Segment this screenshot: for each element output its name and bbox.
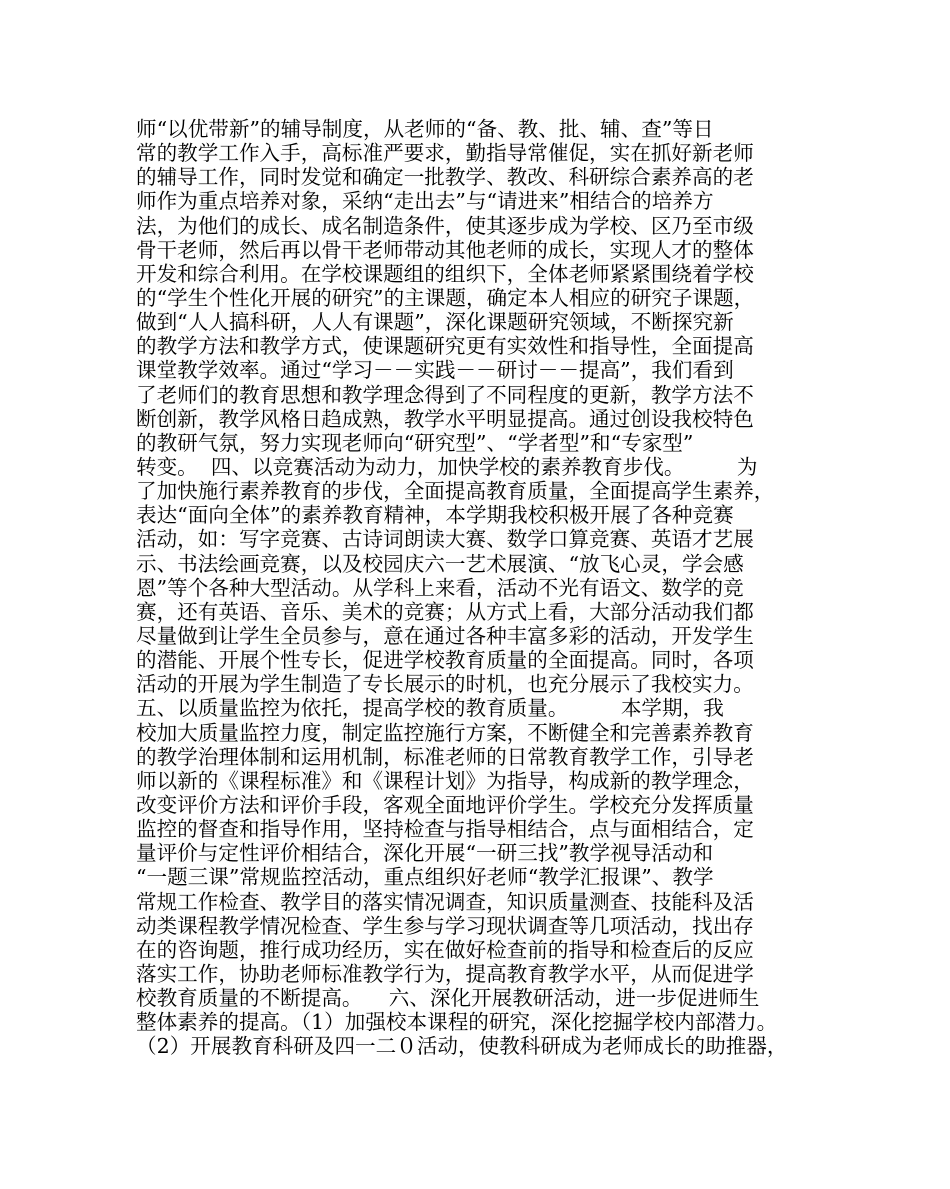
text-line: 的“学生个性化开展的研究”的主课题，确定本人相应的研究子课题， [136, 285, 755, 310]
text-line: 的教学方法和教学方式，使课题研究更有实效性和指导性，全面提高 [136, 334, 754, 359]
text-line: 赛，还有英语、音乐、美术的竞赛；从方式上看，大部分活动我们都 [136, 599, 754, 624]
text-line: 整体素养的提高。（1）加强校本课程的研究，深化挖掘学校内部潜力。 [136, 1010, 778, 1035]
text-line: 的教学治理体制和运用机制，标准老师的日常教育教学工作，引导老 [136, 744, 754, 769]
text-line: 的辅导工作，同时发觉和确定一批教学、教改、科研综合素养高的老 [136, 165, 754, 190]
text-line: 恩”等个各种大型活动。从学科上来看，活动不光有语文、数学的竞 [136, 575, 744, 600]
text-line: 转变。 四、以竞赛活动为动力，加快学校的素养教育步伐。 为 [136, 454, 758, 479]
text-line: 尽量做到让学生全员参与，意在通过各种丰富多彩的活动，开发学生 [136, 623, 754, 648]
text-line: 师以新的《课程标准》和《课程计划》为指导，构成新的教学理念， [136, 768, 754, 793]
text-line: 了加快施行素养教育的步伐，全面提高教育质量，全面提高学生素养， [136, 479, 775, 504]
text-line: 表达“面向全体”的素养教育精神，本学期我校积极开展了各种竞赛 [136, 503, 734, 528]
text-line: 动类课程教学情况检查、学生参与学习现状调查等几项活动，找出存 [136, 913, 754, 938]
text-line: 校教育质量的不断提高。 六、深化开展教研活动，进一步促进师生 [136, 986, 760, 1011]
body-text [136, 117, 826, 1058]
text-line: 校加大质量监控力度，制定监控施行方案，不断健全和完善素养教育 [136, 720, 754, 745]
text-line: 做到“人人搞科研，人人有课题”，深化课题研究领域，不断探究新 [136, 310, 734, 335]
text-line: 骨干老师，然后再以骨干老师带动其他老师的成长，实现人才的整体 [136, 237, 754, 262]
text-line: 的潜能、开展个性专长，促进学校教育质量的全面提高。同时，各项 [136, 648, 754, 673]
text-line: 断创新，教学风格日趋成熟，教学水平明显提高。通过创设我校特色 [136, 406, 754, 431]
text-line: 量评价与定性评价相结合，深化开展“一研三找”教学视导活动和 [136, 841, 714, 866]
text-line: 改变评价方法和评价手段，客观全面地评价学生。学校充分发挥质量 [136, 792, 754, 817]
text-line: “一题三课”常规监控活动，重点组织好老师“教学汇报课”、教学 [136, 865, 714, 890]
text-line: 监控的督查和指导作用，坚持检查与指导相结合，点与面相结合，定 [136, 817, 754, 842]
text-line: 活动，如：写字竞赛、古诗词朗读大赛、数学口算竞赛、英语才艺展 [136, 527, 754, 552]
text-line: 的教研气氛，努力实现老师向“研究型”、“学者型”和“专家型” [136, 430, 694, 455]
text-line: 五、以质量监控为依托，提高学校的教育质量。 本学期，我 [136, 696, 724, 721]
text-line: 课堂教学效率。通过“学习－－实践－－研讨－－提高”，我们看到 [136, 358, 734, 383]
text-line: 师“以优带新”的辅导制度，从老师的“备、教、批、辅、查”等日 [136, 117, 714, 141]
text-line: 法，为他们的成长、成名制造条件，使其逐步成为学校、区乃至市级 [136, 213, 754, 238]
text-line: 常规工作检查、教学目的落实情况调查，知识质量测查、技能科及活 [136, 889, 754, 914]
text-line: 常的教学工作入手，高标准严要求，勤指导常催促，实在抓好新老师 [136, 141, 754, 166]
text-line: 了老师们的教育思想和教学理念得到了不同程度的更新，教学方法不 [136, 382, 754, 407]
text-line: 活动的开展为学生制造了专长展示的时机，也充分展示了我校实力。 [136, 672, 754, 697]
text-line: 开发和综合利用。在学校课题组的组织下，全体老师紧紧围绕着学校 [136, 261, 754, 286]
text-line: 落实工作，协助老师标准教学行为，提高教育教学水平，从而促进学 [136, 961, 754, 986]
text-line: 示、书法绘画竞赛，以及校园庆六一艺术展演、“放飞心灵，学会感 [136, 551, 744, 576]
text-line: 师作为重点培养对象，采纳“走出去”与“请进来”相结合的培养方 [136, 189, 714, 214]
text-line: （2）开展教育科研及四一二０活动，使教科研成为老师成长的助推器， [136, 1034, 788, 1059]
text-line: 在的咨询题，推行成功经历，实在做好检查前的指导和检查后的反应 [136, 937, 754, 962]
